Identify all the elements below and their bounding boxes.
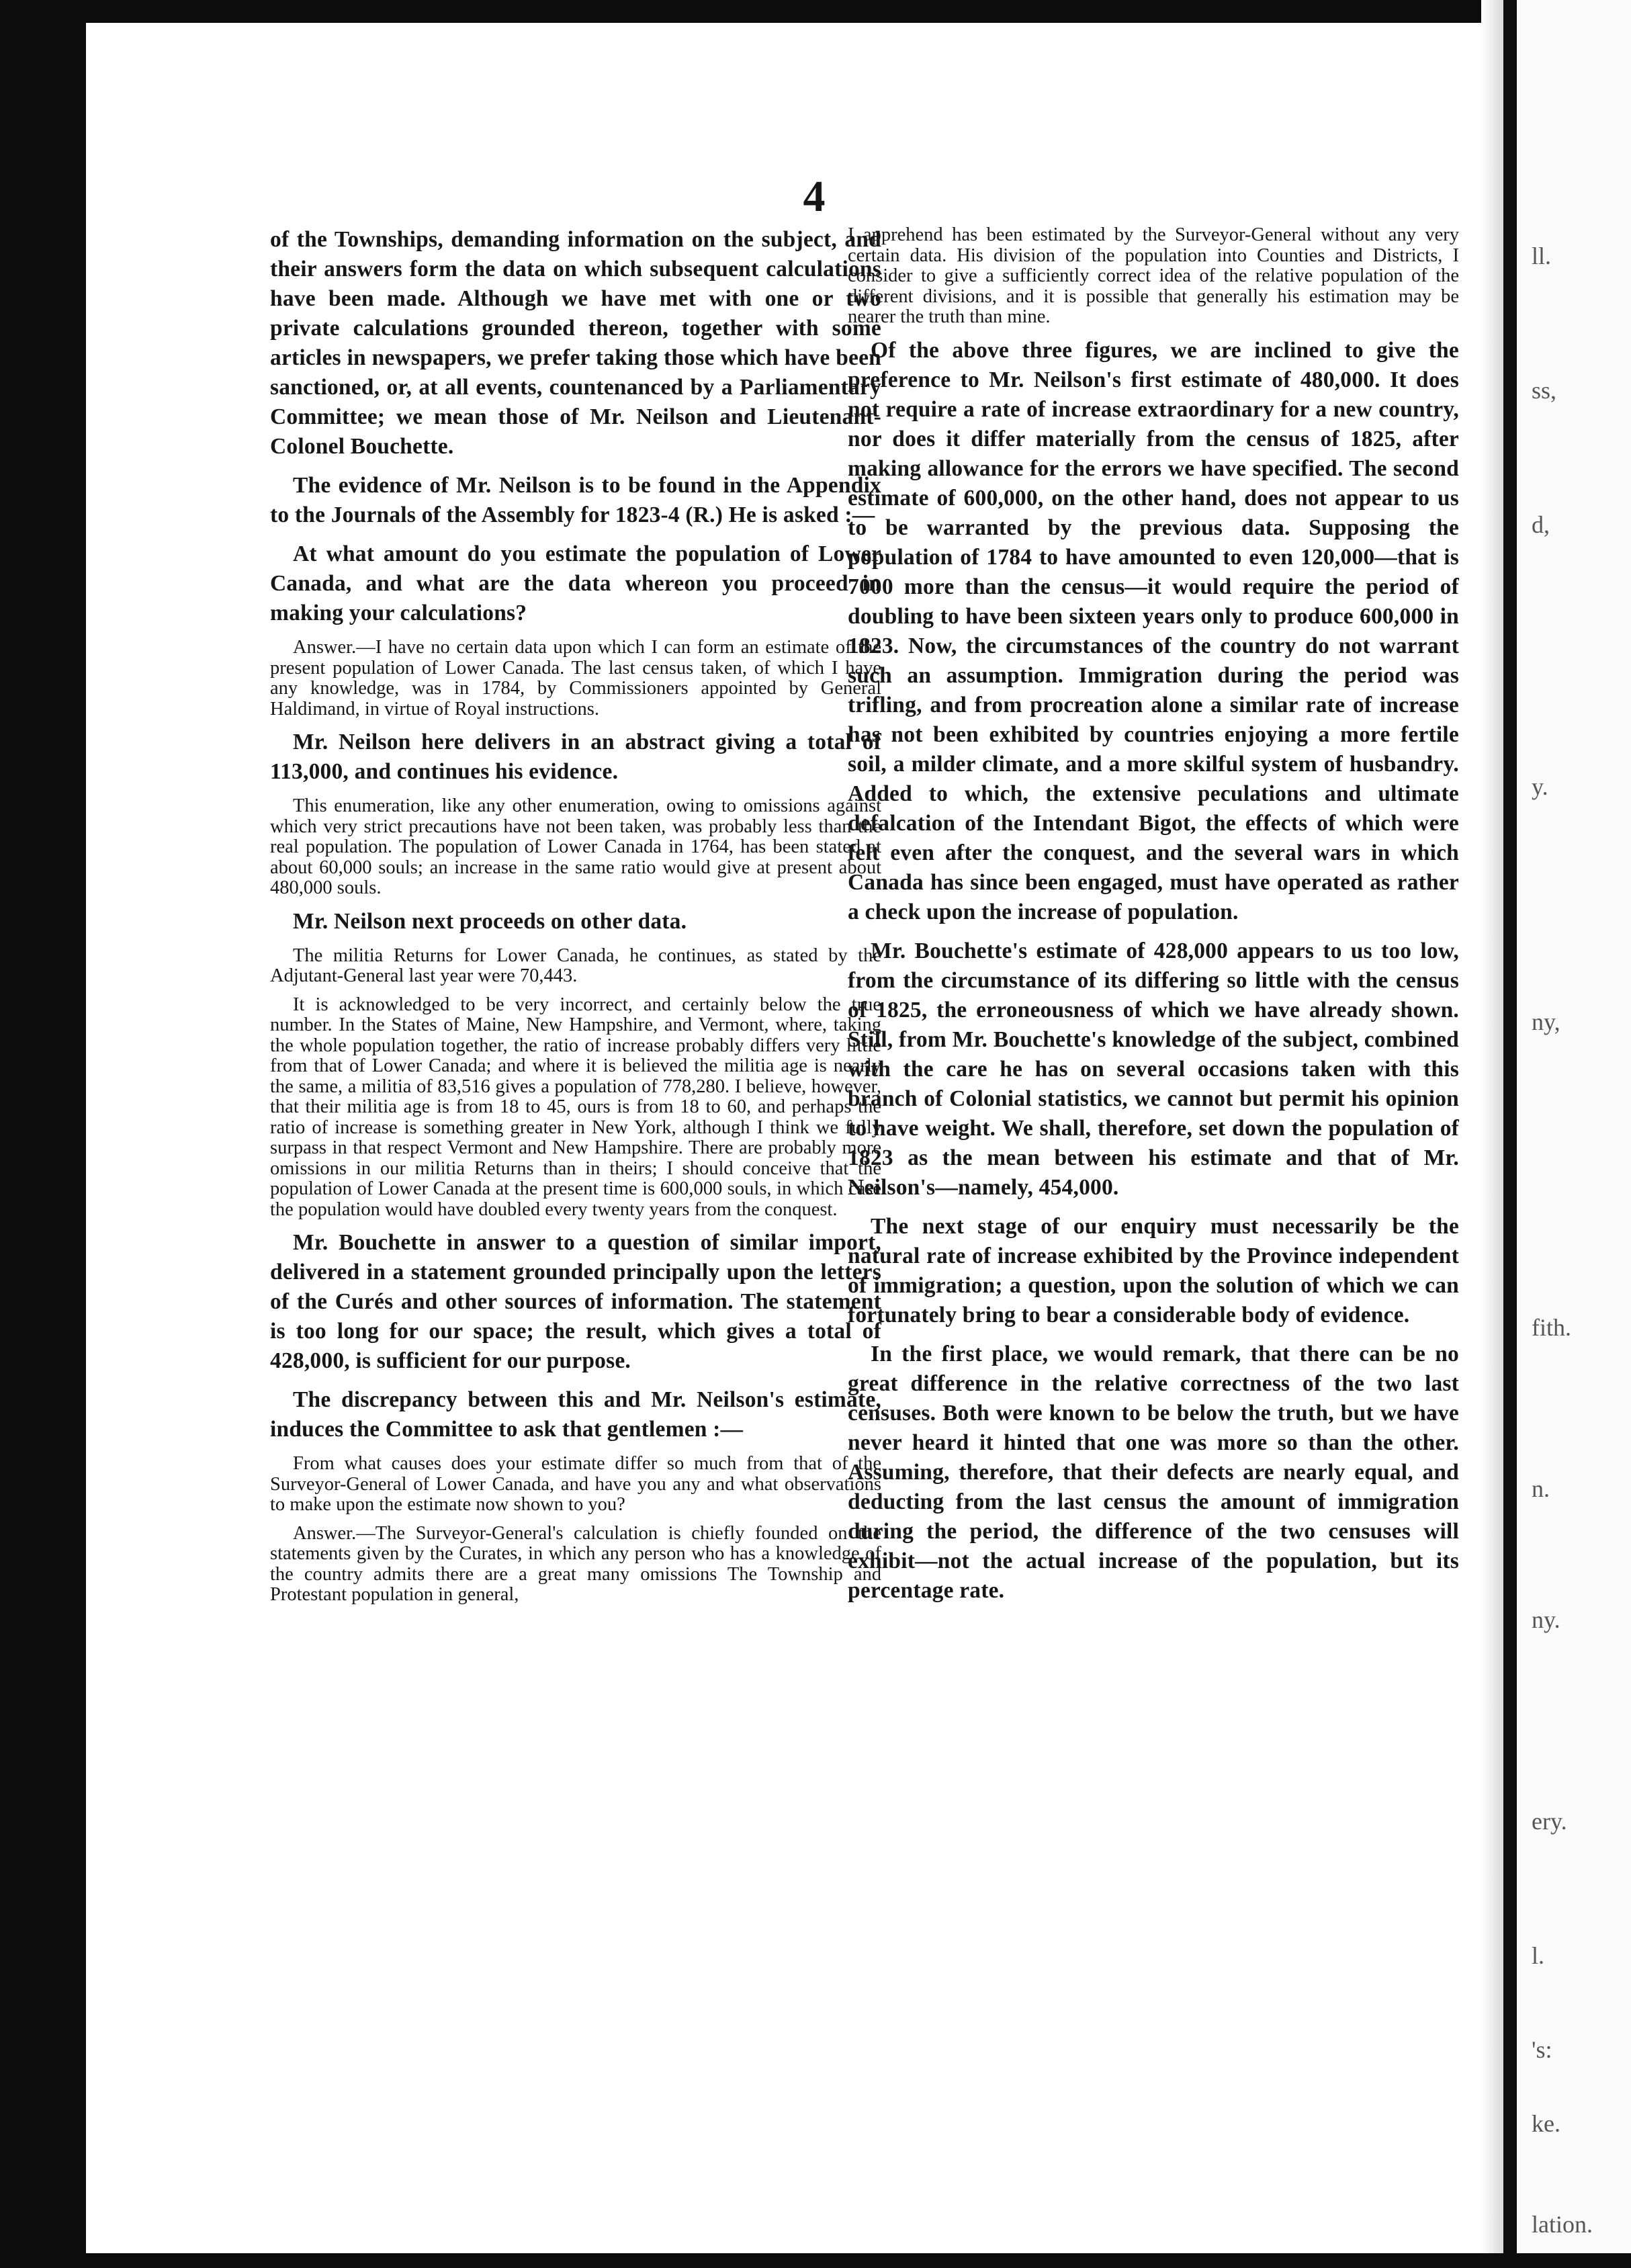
scan-border-right: [1503, 0, 1517, 2268]
left-column: [270, 225, 881, 1614]
facing-page-text: l.: [1532, 1942, 1545, 1969]
scan-border-top: [0, 0, 1631, 23]
facing-page-text: ery.: [1532, 1808, 1567, 1835]
paragraph: The discrepancy between this and Mr. Neilson's estimate, induces the Committee to ask that gentlemen :—: [270, 1387, 881, 1442]
scan-border-bottom: [0, 2253, 1631, 2268]
facing-page-text: d,: [1532, 511, 1550, 538]
paragraph: Mr. Bouchette in answer to a question of similar import, delivered in a statement grounded principally upon the letters of the Curés and other sources of information. The statement is too long for our space; the result, which gives a total of 428,000, is sufficient for our purpose.: [270, 1230, 881, 1373]
facing-page-text: lation.: [1532, 2211, 1593, 2238]
paragraph: Mr. Neilson here delivers in an abstract giving a total of 113,000, and continues his evidence.: [270, 730, 881, 784]
paragraph: The evidence of Mr. Neilson is to be found in the Appendix to the Journals of the Assembly for 1823-4 (R.) He is asked :—: [270, 473, 881, 527]
facing-page-text: ny.: [1532, 1606, 1560, 1633]
evidence-quote: I apprehend has been estimated by the Surveyor-General without any very certain data. His division of the population into Counties and Districts, I consider to give a sufficiently correct idea of the relative population of the different divisions, and it is possible that generally his estimation may be nearer the truth than mine.: [848, 224, 1459, 327]
facing-page-text: ss,: [1532, 377, 1557, 404]
paragraph: In the first place, we would remark, that there can be no great difference in the relative correctness of the two last censuses. Both were known to be below the truth, but we have never heard it hinted that one was more so than the other. Assuming, therefore, that their defects are nearly equal, and deducting from the last census the amount of immigration during the period, the difference of the two censuses will exhibit—not the actual increase of the population, but its percentage rate.: [848, 1341, 1459, 1603]
answer-text: Answer.—I have no certain data upon which I can form an estimate of the present population of Lower Canada. The last census taken, of which I have any knowledge, was in 1784, by Commissioners appointed by General Haldimand, in virtue of Royal instructions.: [270, 637, 881, 719]
gutter-shadow: [1481, 0, 1503, 2268]
facing-page-text: y.: [1532, 773, 1548, 800]
paragraph: of the Townships, demanding information on the subject, and their answers form the data on which subsequent calculations have been made. Although we have met with one or two private calculations grounded thereon, together with some articles in newspapers, we prefer taking those which have been sanctioned, or, at all events, countenanced by a Parliamentary Committee; we mean those of Mr. Neilson and Lieutenant-Colonel Bouchette.: [270, 227, 881, 459]
paragraph: Mr. Bouchette's estimate of 428,000 appears to us too low, from the circumstance of its differing so little with the census of 1825, the erroneousness of which we have already shown. Still, from Mr. Bouchette's knowledge of the subject, combined with the care he has on several occasions taken with this branch of Colonial statistics, we cannot but permit his opinion to have weight. We shall, therefore, set down the population of 1823 as the mean between his estimate and that of Mr. Neilson's—namely, 454,000.: [848, 938, 1459, 1200]
question-text: At what amount do you estimate the population of Lower Canada, and what are the data whereon you proceed in making your calculations?: [270, 541, 881, 625]
evidence-quote: It is acknowledged to be very incorrect, and certainly below the true number. In the States of Maine, New Hampshire, and Vermont, where, taking the whole population together, the ratio of increase probably differs very little from that of Lower Canada; and where it is believed the militia age is nearly the same, a militia of 83,516 gives a population of 778,280. I believe, however, that their militia age is from 18 to 45, ours is from 18 to 60, and perhaps the ratio of increase is something greater in New York, although I think we fully surpass in that respect Vermont and New Hampshire. There are probably more omissions in our militia Returns than in theirs; I should conceive that the population of Lower Canada at the present time is 600,000 souls, in which case the population would have doubled every twenty years from the conquest.: [270, 994, 881, 1220]
right-column: [848, 225, 1459, 1615]
paragraph: The next stage of our enquiry must necessarily be the natural rate of increase exhibited by the Province independent of immigration; a question, upon the solution of which we can fortunately bring to bear a considerable body of evidence.: [848, 1213, 1459, 1327]
facing-page-text: ll.: [1532, 243, 1552, 269]
evidence-quote: This enumeration, like any other enumeration, owing to omissions against which very strict precautions have not been taken, was probably less than the real population. The population of Lower Canada in 1764, has been stated at about 60,000 souls; an increase in the same ratio would give at present about 480,000 souls.: [270, 795, 881, 898]
facing-page-text: 's:: [1532, 2036, 1552, 2063]
paragraph: Mr. Neilson next proceeds on other data.: [293, 908, 687, 934]
facing-page-text: ny,: [1532, 1008, 1560, 1035]
facing-page-edge: [1517, 0, 1631, 2268]
facing-page-text: ke.: [1532, 2110, 1560, 2137]
page-number: 4: [803, 172, 826, 221]
facing-page-text: n.: [1532, 1475, 1550, 1502]
facing-page-text: fith.: [1532, 1314, 1571, 1341]
scan-border-left: [0, 0, 86, 2268]
question-text: From what causes does your estimate differ so much from that of the Surveyor-General of Lower Canada, and have you any and what observations to make upon the estimate now shown to you?: [270, 1453, 881, 1515]
answer-text: Answer.—The Surveyor-General's calculation is chiefly founded on the statements given by the Curates, in which any person who has a knowledge of the country admits there are a great many omissions The Township and Protestant population in general,: [270, 1522, 881, 1605]
paragraph: Of the above three figures, we are inclined to give the preference to Mr. Neilson's first estimate of 480,000. It does not require a rate of increase extraordinary for a new country, nor does it differ materially from the census of 1825, after making allowance for the errors we have specified. The second estimate of 600,000, on the other hand, does not appear to us to be warranted by the previous data. Supposing the population of 1784 to have amounted to even 120,000—that is 7000 more than the census—it would require the period of doubling to have been sixteen years only to produce 600,000 in 1823. Now, the circumstances of the country do not warrant such an assumption. Immigration during the period was trifling, and from procreation alone a similar rate of increase has not been exhibited by countries enjoying a more fertile soil, a milder climate, and a more skilful system of husbandry. Added to which, the extensive peculations and ultimate defalcation of the Intendant Bigot, the effects of which were felt even after the conquest, and the several wars in which Canada has since been engaged, must have operated as rather a check upon the increase of population.: [848, 337, 1459, 924]
evidence-quote: The militia Returns for Lower Canada, he continues, as stated by the Adjutant-General last year were 70,443.: [270, 945, 881, 986]
